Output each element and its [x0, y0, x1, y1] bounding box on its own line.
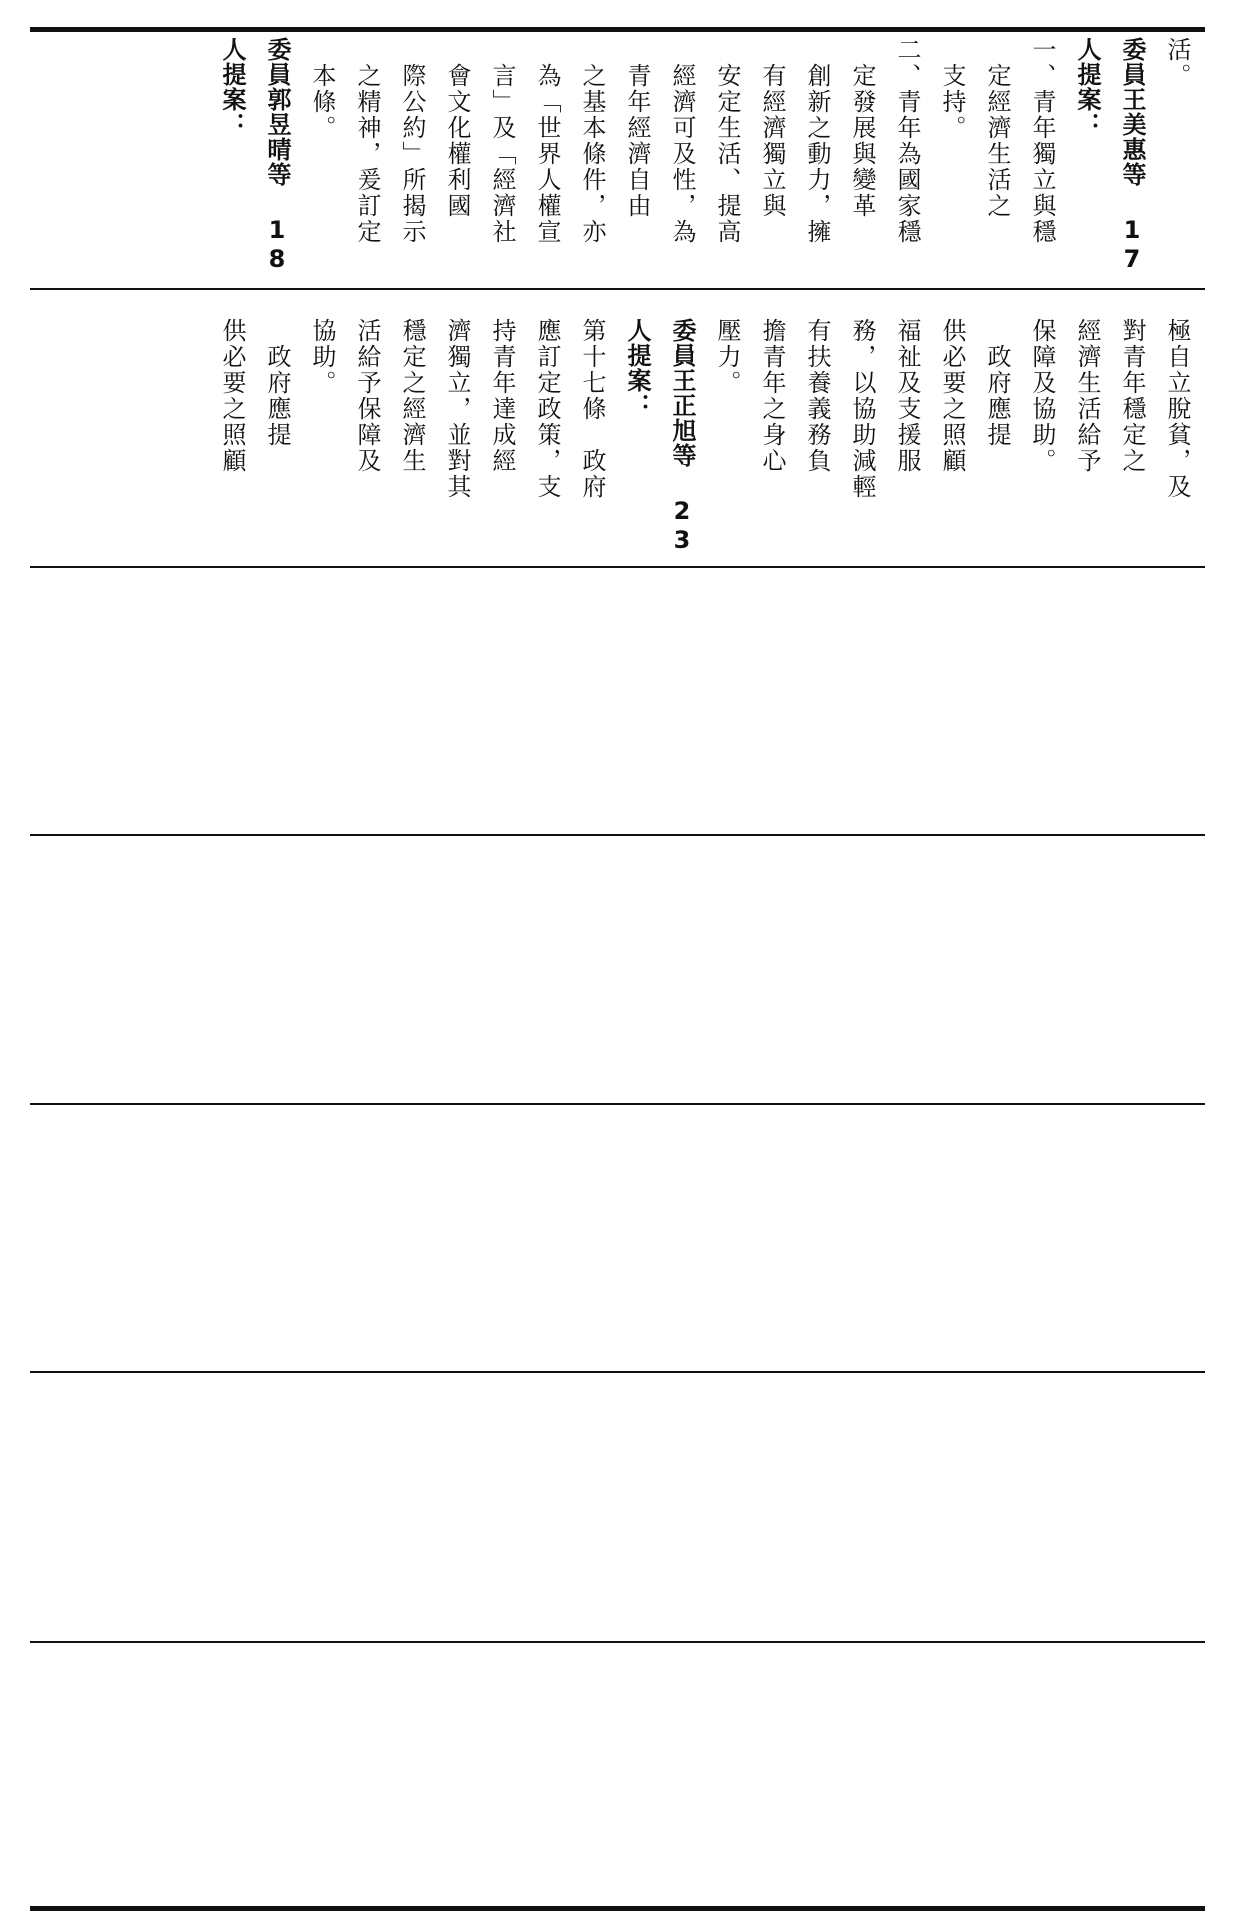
empty-band-6: [30, 1377, 1205, 1637]
lower-band-column-19: 活給予保障及: [353, 318, 381, 474]
upper-band-column-2: 委員王美惠等 17: [1118, 37, 1146, 274]
top-rule: [30, 27, 1205, 32]
rule-1: [30, 288, 1205, 290]
upper-band-column-4: 一、青年獨立與穩: [1028, 37, 1056, 245]
upper-band-column-14: 之基本條件，亦: [578, 37, 606, 245]
lower-band-column-21: 政府應提: [263, 318, 291, 448]
upper-band-column-21: 委員郭昱晴等 18: [263, 37, 291, 274]
lower-band-column-17: 濟獨立，並對其: [443, 318, 471, 500]
rule-5: [30, 1371, 1205, 1373]
lower-band-column-9: 有扶養義務負: [803, 318, 831, 474]
empty-band-4: [30, 840, 1205, 1099]
lower-band-column-7: 福祉及支援服: [893, 318, 921, 474]
rule-2: [30, 566, 1205, 568]
lower-band-column-14: 第十七條 政府: [578, 318, 606, 500]
upper-band-column-12: 經濟可及性，為: [668, 37, 696, 245]
upper-band-column-10: 有經濟獨立與: [758, 37, 786, 219]
upper-text-band: [30, 37, 1205, 284]
lower-band-column-1: 極自立脫貧，及: [1163, 318, 1191, 500]
lower-text-band: [30, 318, 1205, 566]
upper-band-column-1: 活。: [1163, 37, 1191, 89]
empty-band-3: [30, 572, 1205, 830]
upper-band-column-8: 定發展與變革: [848, 37, 876, 219]
empty-band-7: [30, 1647, 1205, 1902]
upper-band-column-5: 定經濟生活之: [983, 37, 1011, 219]
lower-band-column-18: 穩定之經濟生: [398, 318, 426, 474]
upper-band-column-22: 人提案：: [218, 37, 246, 137]
upper-band-column-13: 青年經濟自由: [623, 37, 651, 219]
upper-band-column-15: 為「世界人權宣: [533, 37, 561, 245]
bottom-rule: [30, 1906, 1205, 1911]
upper-band-column-9: 創新之動力，擁: [803, 37, 831, 245]
lower-band-column-16: 持青年達成經: [488, 318, 516, 474]
lower-band-column-11: 壓力。: [713, 318, 741, 396]
lower-band-column-2: 對青年穩定之: [1118, 318, 1146, 474]
upper-band-column-3: 人提案：: [1073, 37, 1101, 137]
rule-6: [30, 1641, 1205, 1643]
lower-band-column-6: 供必要之照顧: [938, 318, 966, 474]
lower-band-column-8: 務，以協助減輕: [848, 318, 876, 500]
lower-band-column-3: 經濟生活給予: [1073, 318, 1101, 474]
upper-band-column-11: 安定生活、提高: [713, 37, 741, 245]
lower-band-column-4: 保障及協助。: [1028, 318, 1056, 474]
lower-band-column-12: 委員王正旭等 23: [668, 318, 696, 555]
upper-band-column-7: 二、青年為國家穩: [893, 37, 921, 245]
upper-band-column-17: 會文化權利國: [443, 37, 471, 219]
lower-band-column-20: 協助。: [308, 318, 336, 396]
rule-4: [30, 1103, 1205, 1105]
upper-band-column-19: 之精神，爰訂定: [353, 37, 381, 245]
lower-band-column-13: 人提案：: [623, 318, 651, 418]
upper-band-column-16: 言」及「經濟社: [488, 37, 516, 245]
empty-band-5: [30, 1109, 1205, 1367]
rule-3: [30, 834, 1205, 836]
upper-band-column-6: 支持。: [938, 37, 966, 141]
lower-band-column-10: 擔青年之身心: [758, 318, 786, 474]
lower-band-column-22: 供必要之照顧: [218, 318, 246, 474]
upper-band-column-20: 本條。: [308, 37, 336, 141]
upper-band-column-18: 際公約」所揭示: [398, 37, 426, 245]
lower-band-column-5: 政府應提: [983, 318, 1011, 448]
lower-band-column-15: 應訂定政策，支: [533, 318, 561, 500]
